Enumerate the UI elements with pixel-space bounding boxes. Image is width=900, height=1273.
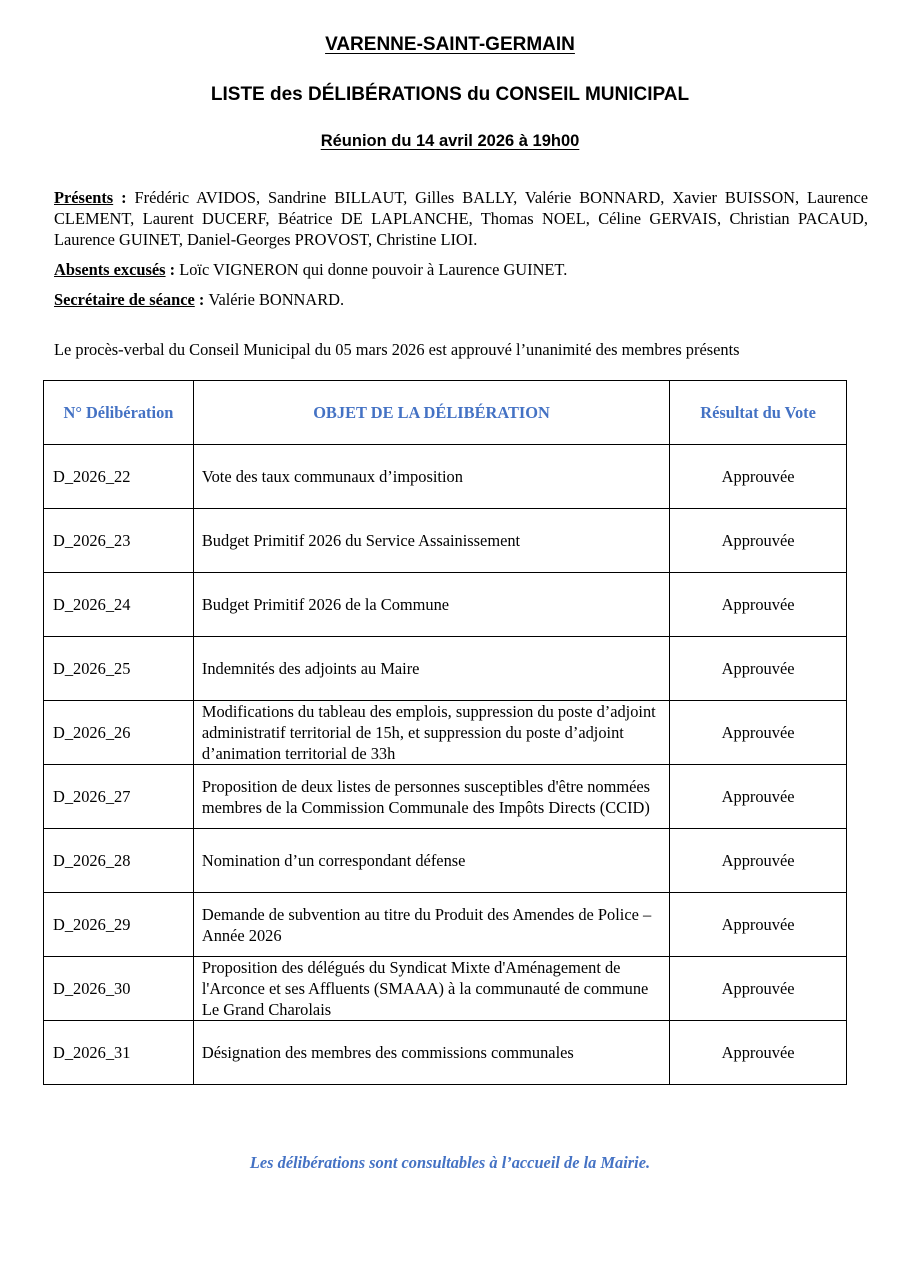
list-title: LISTE des DÉLIBÉRATIONS du CONSEIL MUNICIPAL <box>210 84 690 105</box>
minutes-note: Le procès-verbal du Conseil Municipal du 05 mars 2026 est approuvé l’unanimité des membres présents <box>54 340 740 359</box>
row-object: Proposition des délégués du Syndicat Mixte d'Aménagement de l'Arconce et ses Affluents (SMAAA) à la communauté de commune Le Grand Charolais <box>193 957 669 1021</box>
table-row <box>44 765 847 829</box>
row-result: Approuvée <box>670 893 847 957</box>
row-result: Approuvée <box>670 701 847 765</box>
table-row <box>44 637 847 701</box>
row-result: Approuvée <box>670 637 847 701</box>
table-row <box>44 893 847 957</box>
row-result: Approuvée <box>670 1021 847 1085</box>
row-object: Nomination d’un correspondant défense <box>193 829 669 893</box>
header-result: Résultat du Vote <box>670 381 847 445</box>
row-object: Désignation des membres des commissions communales <box>193 1021 669 1085</box>
table-row <box>44 1021 847 1085</box>
header-number: N° Délibération <box>44 381 194 445</box>
present-paragraph <box>54 187 868 250</box>
row-number: D_2026_24 <box>44 573 194 637</box>
table-row <box>44 445 847 509</box>
row-number: D_2026_31 <box>44 1021 194 1085</box>
row-object: Indemnités des adjoints au Maire <box>193 637 669 701</box>
present-colon: : <box>113 188 135 207</box>
row-number: D_2026_23 <box>44 509 194 573</box>
absent-names: Loïc VIGNERON qui donne pouvoir à Laurence GUINET. <box>179 260 568 279</box>
meeting-title: Réunion du 14 avril 2026 à 19h00 <box>320 132 580 150</box>
table-row <box>44 573 847 637</box>
row-result: Approuvée <box>670 573 847 637</box>
town-title: VARENNE-SAINT-GERMAIN <box>325 34 575 55</box>
row-object: Modifications du tableau des emplois, suppression du poste d’adjoint administratif territorial de 15h, et suppression du poste d’adjoint d’animation territorial de 33h <box>193 701 669 765</box>
row-number: D_2026_28 <box>44 829 194 893</box>
row-object: Demande de subvention au titre du Produit des Amendes de Police – Année 2026 <box>193 893 669 957</box>
row-number: D_2026_25 <box>44 637 194 701</box>
secretary-name: Valérie BONNARD. <box>208 290 345 309</box>
header-object: OBJET DE LA DÉLIBÉRATION <box>193 381 669 445</box>
secretary-paragraph <box>54 289 868 310</box>
row-result: Approuvée <box>670 765 847 829</box>
row-object: Proposition de deux listes de personnes susceptibles d'être nommées membres de la Commission Communale des Impôts Directs (CCID) <box>193 765 669 829</box>
row-object: Vote des taux communaux d’imposition <box>193 445 669 509</box>
deliberations-table <box>43 380 847 1085</box>
row-result: Approuvée <box>670 957 847 1021</box>
row-result: Approuvée <box>670 829 847 893</box>
table-header-row <box>44 381 847 445</box>
row-number: D_2026_22 <box>44 445 194 509</box>
footer-note: Les délibérations sont consultables à l’accueil de la Mairie. <box>249 1153 651 1172</box>
table-row <box>44 829 847 893</box>
row-object: Budget Primitif 2026 de la Commune <box>193 573 669 637</box>
table-row <box>44 701 847 765</box>
absent-paragraph <box>54 259 868 280</box>
row-object: Budget Primitif 2026 du Service Assainissement <box>193 509 669 573</box>
present-names: Frédéric AVIDOS, Sandrine BILLAUT, Gilles BALLY, Valérie BONNARD, Xavier BUISSON, Laurence CLEMENT, Laurent DUCERF, Béatrice DE LAPLANCHE, Thomas NOEL, Céline GERVAIS, Christian PACAUD, Laurence GUINET, Daniel-Georges PROVOST, Christine LIOI. <box>54 188 869 249</box>
row-number: D_2026_26 <box>44 701 194 765</box>
absent-label: Absents excusés <box>54 260 166 279</box>
absent-colon: : <box>165 260 180 279</box>
row-number: D_2026_27 <box>44 765 194 829</box>
table-row <box>44 957 847 1021</box>
row-result: Approuvée <box>670 445 847 509</box>
row-result: Approuvée <box>670 509 847 573</box>
table-row <box>44 509 847 573</box>
row-number: D_2026_30 <box>44 957 194 1021</box>
present-label: Présents <box>54 188 114 207</box>
secretary-colon: : <box>194 290 209 309</box>
secretary-label: Secrétaire de séance <box>54 290 195 309</box>
row-number: D_2026_29 <box>44 893 194 957</box>
